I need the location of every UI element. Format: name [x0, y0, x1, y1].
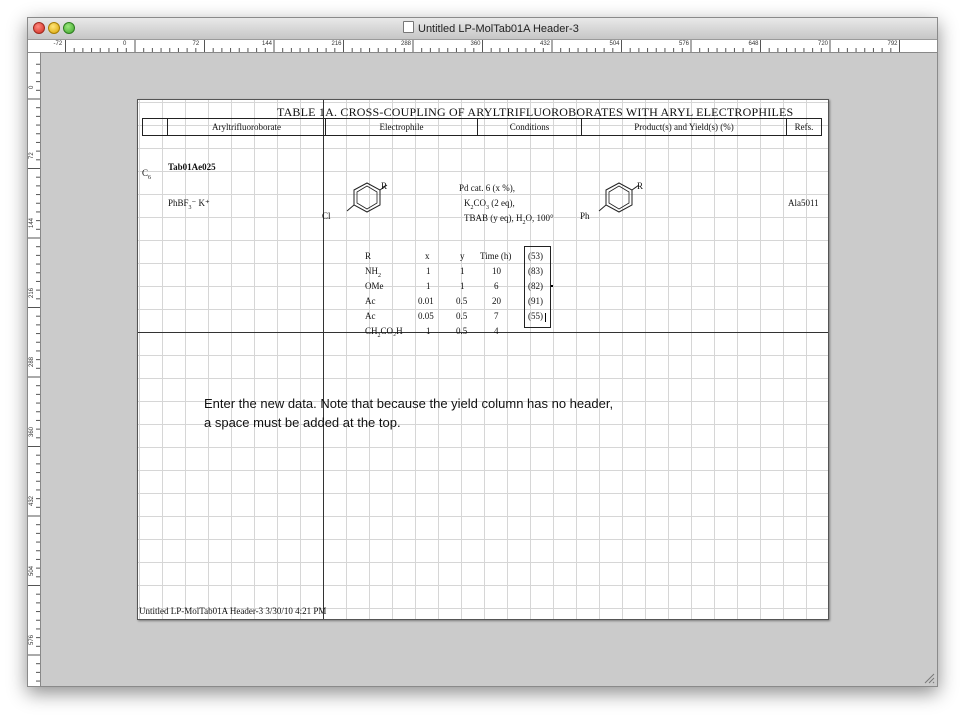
header-cell-conditions[interactable]: Conditions: [477, 119, 581, 135]
grid-line-horizontal: [138, 585, 828, 586]
grid-line-vertical: [162, 100, 163, 619]
title-bar[interactable]: [28, 18, 937, 40]
subtable-header-time[interactable]: Time (h): [480, 251, 512, 261]
ruler-label: 360: [29, 426, 35, 437]
grid-line-horizontal: [138, 194, 828, 195]
condition-3-sub: 2: [522, 219, 526, 226]
carbon-label: C: [142, 168, 149, 178]
close-window-button[interactable]: [33, 22, 45, 34]
header-cell-aryltrifluoroborate[interactable]: Aryltrifluoroborate: [167, 119, 325, 135]
reference-id[interactable]: Ala5011: [788, 198, 819, 208]
row-5-y[interactable]: 0.5: [456, 326, 468, 336]
row-5-x[interactable]: 1: [426, 326, 431, 336]
grid-line-vertical: [599, 100, 600, 619]
row-3-y[interactable]: 0.5: [456, 296, 468, 306]
row-1-x[interactable]: 1: [426, 266, 431, 276]
grid-line-vertical: [714, 100, 715, 619]
row-5-r-tail: CO₂H: [380, 326, 403, 336]
condition-line-2[interactable]: [464, 198, 515, 211]
row-3-time[interactable]: 20: [492, 296, 501, 306]
grid-line-horizontal: [138, 562, 828, 563]
grid-line-horizontal: [138, 309, 828, 310]
header-cell-electrophile[interactable]: Electrophile: [325, 119, 477, 135]
row-3-x[interactable]: 0.01: [418, 296, 434, 306]
product-r-label: R: [637, 181, 644, 191]
ruler-label: 216: [29, 287, 35, 298]
aryltrifluoroborate-reagent[interactable]: [168, 198, 210, 211]
grid-line-horizontal: [138, 286, 828, 287]
grid-line-vertical: [622, 100, 623, 619]
grid-line-horizontal: [138, 516, 828, 517]
grid-line-vertical: [806, 100, 807, 619]
row-3-r[interactable]: Ac: [365, 296, 376, 306]
row-1-y[interactable]: 1: [460, 266, 465, 276]
instruction-line-2: a space must be added at the top.: [204, 415, 401, 430]
reagent-counterion: ⁻ K⁺: [191, 198, 210, 208]
grid-line-vertical: [369, 100, 370, 619]
instruction-note: [204, 394, 613, 432]
row-2-time[interactable]: 6: [494, 281, 499, 291]
horizontal-axis-line: [138, 332, 828, 333]
ruler-label: 144: [262, 41, 273, 47]
row-1-time[interactable]: 10: [492, 266, 501, 276]
row-5-r[interactable]: [365, 326, 403, 339]
grid-line-vertical: [208, 100, 209, 619]
grid-line-horizontal: [138, 378, 828, 379]
grid-line-horizontal: [138, 355, 828, 356]
grid-line-vertical: [484, 100, 485, 619]
horizontal-ruler[interactable]: [28, 40, 937, 53]
ruler-label: 504: [609, 41, 620, 47]
ruler-label: 288: [401, 41, 412, 47]
electrophile-r-label: R: [381, 181, 388, 191]
ruler-label: 720: [818, 41, 829, 47]
ruler-label: 0: [29, 85, 35, 89]
grid-line-vertical: [392, 100, 393, 619]
subtable-header-r[interactable]: R: [365, 251, 372, 261]
row-5-time[interactable]: 4: [494, 326, 499, 336]
grid-line-horizontal: [138, 263, 828, 264]
ruler-label: 288: [29, 356, 35, 367]
grid-line-horizontal: [138, 171, 828, 172]
grid-line-vertical: [668, 100, 669, 619]
window-title: [403, 21, 579, 35]
row-2-y[interactable]: 1: [460, 281, 465, 291]
minimize-window-button[interactable]: [48, 22, 60, 34]
grid-line-vertical: [415, 100, 416, 619]
ruler-label: 360: [470, 41, 481, 47]
ruler-label: 72: [29, 151, 35, 159]
entry-id[interactable]: Tab01Ae025: [168, 162, 216, 172]
ruler-label: -72: [53, 41, 63, 47]
table-title[interactable]: TABLE 1A. CROSS-COUPLING OF ARYLTRIFLUOROBORATES WITH ARYL ELECTROPHILES: [277, 105, 794, 119]
page[interactable]: [137, 99, 829, 620]
grid-line-vertical: [691, 100, 692, 619]
grid-line-vertical: [530, 100, 531, 619]
document-canvas[interactable]: [41, 53, 937, 686]
ruler-label: 216: [331, 41, 342, 47]
page-footer: Untitled LP-MolTab01A Header-3 3/30/10 4:21 PM: [139, 606, 327, 616]
row-3-yield[interactable]: (91): [528, 296, 543, 306]
ruler-label: 432: [540, 41, 551, 47]
row-2-x[interactable]: 1: [426, 281, 431, 291]
row-5-r-sub: 2: [377, 332, 381, 339]
document-window: [27, 17, 938, 687]
row-1-r-text: NH: [365, 266, 378, 276]
condition-2-c: (2 eq),: [489, 198, 515, 208]
grid-line-vertical: [760, 100, 761, 619]
header-cell-products[interactable]: Product(s) and Yield(s) (%): [581, 119, 786, 135]
row-1-r-sub: 2: [378, 272, 381, 279]
condition-2-b: CO: [473, 198, 487, 208]
row-4-time[interactable]: 7: [494, 311, 499, 321]
grid-line-horizontal: [138, 148, 828, 149]
yield-column-selection-box[interactable]: [524, 246, 551, 328]
window-title-text: Untitled LP-MolTab01A Header-3: [418, 23, 579, 35]
text-cursor: [545, 313, 546, 322]
grid-line-horizontal: [138, 447, 828, 448]
reagent-subscript: 3: [188, 204, 192, 211]
ruler-label: 504: [29, 565, 35, 576]
condition-2-sub: 2: [470, 204, 474, 211]
ruler-label: 432: [29, 495, 35, 506]
ruler-label: 792: [887, 41, 898, 47]
grid-line-horizontal: [138, 470, 828, 471]
row-4-r[interactable]: Ac: [365, 311, 376, 321]
row-1-r[interactable]: [365, 266, 381, 279]
grid-line-horizontal: [138, 539, 828, 540]
instruction-line-1: Enter the new data. Note that because the yield column has no header,: [204, 396, 614, 411]
selection-handle[interactable]: [551, 285, 553, 287]
row-1-yield[interactable]: (83): [528, 266, 543, 276]
document-icon: [403, 21, 414, 33]
grid-line-vertical: [300, 100, 301, 619]
grid-line-vertical: [507, 100, 508, 619]
ruler-label: 648: [748, 41, 759, 47]
grid-line-vertical: [438, 100, 439, 619]
grid-line-horizontal: [138, 493, 828, 494]
electrophile-cl-label: Cl: [322, 211, 331, 221]
grid-line-vertical: [139, 100, 140, 619]
condition-3-b: O, 100°: [525, 213, 554, 223]
grid-line-vertical: [231, 100, 232, 619]
zoom-window-button[interactable]: [63, 22, 75, 34]
ruler-label: 576: [29, 634, 35, 645]
row-2-r[interactable]: OMe: [365, 281, 384, 291]
grid-line-vertical: [346, 100, 347, 619]
grid-line-horizontal: [138, 240, 828, 241]
grid-line-vertical: [645, 100, 646, 619]
grid-line-vertical: [254, 100, 255, 619]
horizontal-ruler-ticks: [28, 40, 937, 52]
row-4-x[interactable]: 0.05: [418, 311, 434, 321]
header-cell-blank[interactable]: [143, 119, 167, 135]
condition-3-a: TBAB (y eq), H: [464, 213, 523, 223]
condition-line-1[interactable]: Pd cat. 6 (x %),: [459, 183, 515, 193]
ruler-label: 0: [123, 41, 127, 47]
product-ph-label: Ph: [580, 211, 590, 221]
grid-line-vertical: [461, 100, 462, 619]
table-header-row[interactable]: [142, 118, 822, 136]
ruler-label: 72: [192, 41, 200, 47]
grid-line-horizontal: [138, 102, 828, 103]
carbon-count[interactable]: [142, 168, 151, 181]
grid-line-vertical: [737, 100, 738, 619]
grid-line-vertical: [783, 100, 784, 619]
subtable-header-yield[interactable]: (53): [528, 251, 543, 261]
vertical-ruler[interactable]: [28, 53, 41, 686]
carbon-subscript: 6: [148, 174, 152, 181]
resize-grip-icon[interactable]: [923, 672, 935, 684]
row-5-r-text: CH: [365, 326, 378, 336]
ruler-label: 576: [679, 41, 690, 47]
row-2-yield[interactable]: (82): [528, 281, 543, 291]
vertical-ruler-ticks: [28, 53, 40, 686]
grid-line-vertical: [185, 100, 186, 619]
subtable-header-x[interactable]: x: [425, 251, 430, 261]
reagent-text: PhBF: [168, 198, 189, 208]
row-4-yield[interactable]: (55): [528, 311, 543, 321]
condition-2-sub2: 3: [486, 204, 490, 211]
grid-line-vertical: [553, 100, 554, 619]
condition-line-3[interactable]: [464, 213, 554, 226]
row-4-y[interactable]: 0.5: [456, 311, 468, 321]
grid-line-vertical: [277, 100, 278, 619]
grid-line-vertical: [576, 100, 577, 619]
condition-2-a: K: [464, 198, 471, 208]
subtable-header-y[interactable]: y: [460, 251, 465, 261]
header-cell-refs[interactable]: Refs.: [786, 119, 821, 135]
vertical-axis-line: [323, 100, 324, 619]
ruler-label: 144: [29, 217, 35, 228]
